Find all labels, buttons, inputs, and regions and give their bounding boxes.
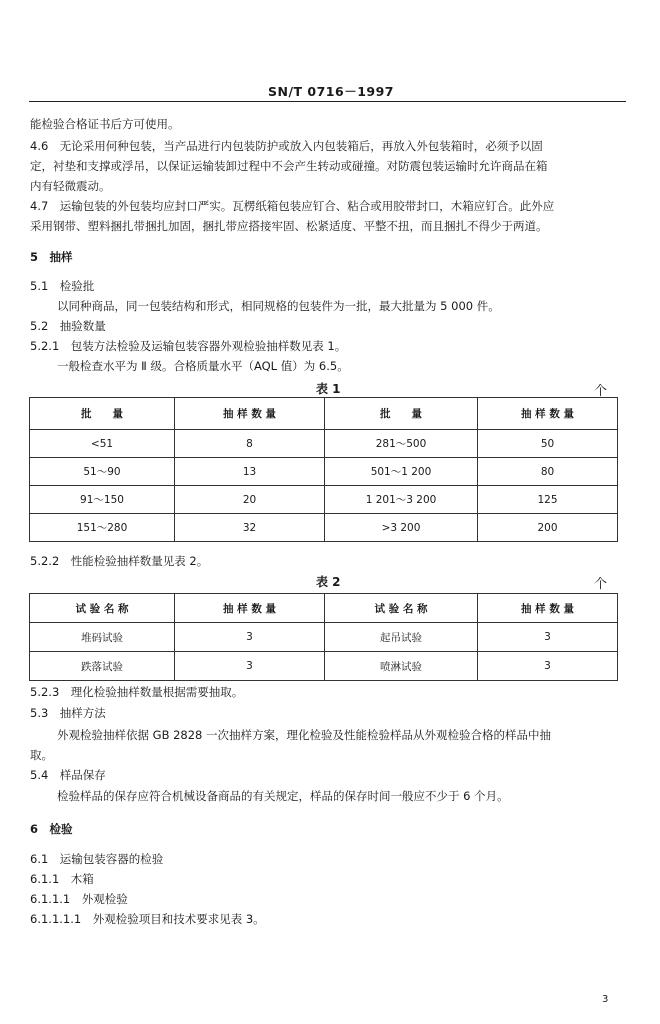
table-1 <box>29 397 618 542</box>
table-cell: 32 <box>175 514 325 542</box>
clause-5-4-text: 检验样品的保存应符合机械设备商品的有关规定，样品的保存时间一般应不少于 6 个月。 <box>57 789 509 803</box>
table-row <box>30 430 618 458</box>
clause-4-6-line-1: 4.6 无论采用何种包装，当产品进行内包装防护或放入内包装箱后，再放入外包装箱时，必须予以固 <box>30 139 543 153</box>
table-cell: 50 <box>478 430 618 458</box>
page-number: 3 <box>602 994 609 1005</box>
table-cell: 堆码试验 <box>30 623 175 652</box>
table-1-header-cell: 抽 样 数 量 <box>478 398 618 430</box>
table-2 <box>29 593 618 681</box>
table-cell: 13 <box>175 458 325 486</box>
table-1-caption: 表 1 <box>316 382 341 396</box>
clause-5-2-2: 5.2.2 性能检验抽样数量见表 2。 <box>30 554 209 568</box>
table-2-caption: 表 2 <box>316 575 341 589</box>
table-cell: 151～280 <box>30 514 175 542</box>
table-cell: 3 <box>175 652 325 681</box>
table-cell: 51～90 <box>30 458 175 486</box>
table-cell: 20 <box>175 486 325 514</box>
clause-6-1-1-1-1: 6.1.1.1.1 外观检验项目和技术要求见表 3。 <box>30 912 265 926</box>
table-1-header-cell: 批 量 <box>30 398 175 430</box>
clause-5-3-text-line-1: 外观检验抽样依据 GB 2828 一次抽样方案，理化检验及性能检验样品从外观检验合格的样品中抽 <box>57 728 552 742</box>
section-5-heading: 5 抽样 <box>30 250 73 264</box>
table-2-header-cell: 抽 样 数 量 <box>175 594 325 623</box>
table-2-header-cell: 试 验 名 称 <box>325 594 478 623</box>
table-row <box>30 458 618 486</box>
table-cell: 8 <box>175 430 325 458</box>
table-cell: 91～150 <box>30 486 175 514</box>
clause-5-1-heading: 5.1 检验批 <box>30 279 95 293</box>
table-2-unit: 个 <box>594 577 608 592</box>
table-cell: <51 <box>30 430 175 458</box>
clause-5-2-1-text: 一般检查水平为 Ⅱ 级。合格质量水平（AQL 值）为 6.5。 <box>57 359 349 373</box>
clause-4-6-line-2: 定，衬垫和支撑或浮吊，以保证运输装卸过程中不会产生转动或碰撞。对防震包装运输时允许商品在箱 <box>30 159 548 173</box>
clause-6-1-1-heading: 6.1.1 木箱 <box>30 872 94 886</box>
table-cell: 125 <box>478 486 618 514</box>
table-cell: 3 <box>478 623 618 652</box>
clause-5-2-heading: 5.2 抽验数量 <box>30 319 106 333</box>
clause-5-4-heading: 5.4 样品保存 <box>30 768 106 782</box>
table-cell: 3 <box>175 623 325 652</box>
table-cell: 80 <box>478 458 618 486</box>
clause-6-1-1-1-heading: 6.1.1.1 外观检验 <box>30 892 128 906</box>
table-row <box>30 652 618 681</box>
table-cell: 喷淋试验 <box>325 652 478 681</box>
table-cell: 281～500 <box>325 430 478 458</box>
clause-5-2-3: 5.2.3 理化检验抽样数量根据需要抽取。 <box>30 685 244 699</box>
clause-6-1-heading: 6.1 运输包装容器的检验 <box>30 852 164 866</box>
table-cell: 起吊试验 <box>325 623 478 652</box>
table-1-unit: 个 <box>594 384 608 399</box>
table-2-header-row <box>30 594 618 623</box>
clause-5-2-1: 5.2.1 包装方法检验及运输包装容器外观检验抽样数见表 1。 <box>30 339 347 353</box>
table-cell: 1 201～3 200 <box>325 486 478 514</box>
clause-5-1-text: 以同种商品，同一包装结构和形式，相同规格的包装件为一批，最大批量为 5 000 件。 <box>57 299 500 313</box>
table-cell: 501～1 200 <box>325 458 478 486</box>
table-cell: >3 200 <box>325 514 478 542</box>
header-rule <box>29 101 626 102</box>
table-2-header-cell: 抽 样 数 量 <box>478 594 618 623</box>
section-6-heading: 6 检验 <box>30 822 73 836</box>
paragraph-continuation: 能检验合格证书后方可使用。 <box>30 117 180 131</box>
document-header: SN/T 0716－1997 <box>268 84 394 99</box>
clause-4-7-line-2: 采用钢带、塑料捆扎带捆扎加固，捆扎带应搭接牢固、松紧适度、平整不扭，而且捆扎不得少于两道。 <box>30 219 548 233</box>
table-row <box>30 514 618 542</box>
table-cell: 200 <box>478 514 618 542</box>
table-1-header-row <box>30 398 618 430</box>
table-cell: 3 <box>478 652 618 681</box>
table-cell: 跌落试验 <box>30 652 175 681</box>
table-2-header-cell: 试 验 名 称 <box>30 594 175 623</box>
clause-4-7-line-1: 4.7 运输包装的外包装均应封口严实。瓦楞纸箱包装应钉合、粘合或用胶带封口，木箱应钉合。此外应 <box>30 199 555 213</box>
table-1-header-cell: 批 量 <box>325 398 478 430</box>
table-row <box>30 623 618 652</box>
table-row <box>30 486 618 514</box>
clause-5-3-heading: 5.3 抽样方法 <box>30 706 106 720</box>
clause-5-3-text-line-2: 取。 <box>30 748 53 762</box>
clause-4-6-line-3: 内有轻微震动。 <box>30 179 111 193</box>
table-1-header-cell: 抽 样 数 量 <box>175 398 325 430</box>
